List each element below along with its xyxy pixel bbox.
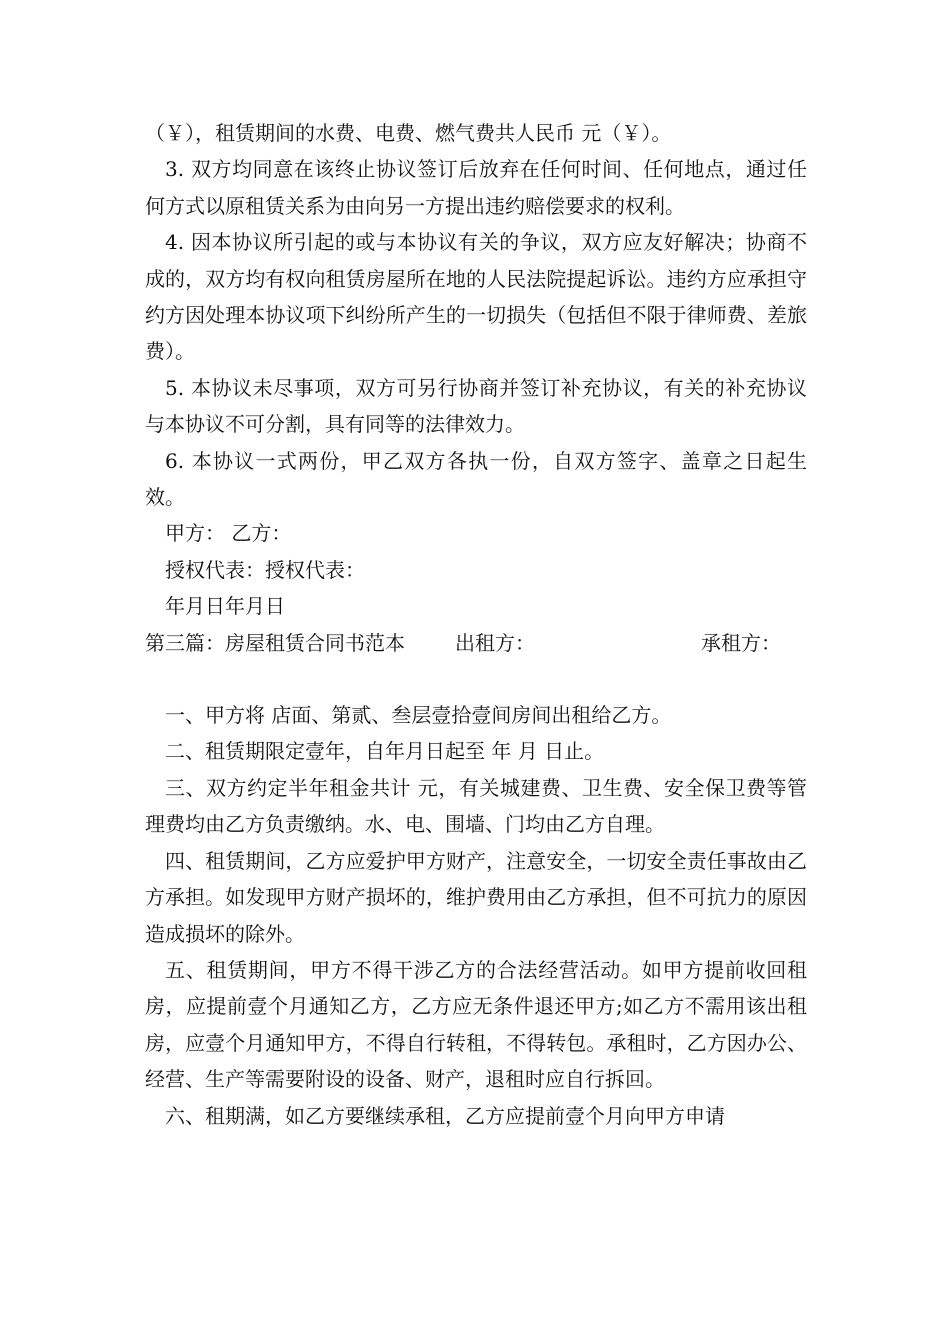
clause-5: 五、租赁期间，甲方不得干涉乙方的合法经营活动。如甲方提前收回租房，应提前壹个月通知乙方，乙方应无条件退还甲方;如乙方不需用该出租房，应壹个月通知甲方，不得自行转租，不得转包。承租时，乙方因办公、经营、生产等需要附设的设备、财产，退租时应自行拆回。: [145, 957, 807, 1092]
signature-dates: 年月日年月日: [165, 594, 285, 619]
paragraph-clause-4: 4. 因本协议所引起的或与本协议有关的争议，双方应友好解决；协商不成的，双方均有权向租赁房屋所在地的人民法院提起诉讼。违约方应承担守约方因处理本协议项下纠纷所产生的一切损失（包括但不限于律师费、差旅费）。: [145, 230, 807, 364]
paragraph-clause-3: 3. 双方均同意在该终止协议签订后放弃在任何时间、任何地点，通过任何方式以原租赁关系为由向另一方提出违约赔偿要求的权利。: [145, 157, 807, 218]
clause-1: 一、甲方将 店面、第贰、叁层壹拾壹间房间出租给乙方。: [165, 703, 672, 728]
document-body: [145, 115, 807, 1134]
blank-line: [145, 661, 807, 697]
clause-6: 六、租期满，如乙方要继续承租，乙方应提前壹个月向甲方申请: [165, 1103, 725, 1128]
clause-2: 二、租赁期限定壹年，自年月日起至 年 月 日止。: [165, 739, 605, 764]
clause-3: 三、双方约定半年租金共计 元，有关城建费、卫生费、安全保卫费等管理费均由乙方负责缴纳。水、电、围墙、门均由乙方自理。: [145, 775, 807, 837]
lessee-label: 承租方：: [701, 630, 781, 655]
part3-heading-row: [145, 625, 807, 661]
paragraph-clause-5: 5. 本协议未尽事项，双方可另行协商并签订补充协议，有关的补充协议与本协议不可分割，具有同等的法律效力。: [145, 375, 807, 437]
signature-representatives: 授权代表：授权代表：: [165, 557, 365, 582]
paragraph-fees-continued: （￥），租赁期间的水费、电费、燃气费共人民币 元（￥）。: [145, 121, 672, 145]
signature-parties: 甲方： 乙方：: [165, 521, 292, 546]
lessor-label: 出租方：: [455, 630, 535, 655]
clause-4: 四、租赁期间，乙方应爱护甲方财产，注意安全，一切安全责任事故由乙方承担。如发现甲方财产损坏的，维护费用由乙方承担，但不可抗力的原因造成损坏的除外。: [145, 848, 807, 946]
part3-title: 第三篇：房屋租赁合同书范本: [145, 630, 405, 655]
paragraph-clause-6: 6. 本协议一式两份，甲乙双方各执一份，自双方签字、盖章之日起生效。: [145, 448, 807, 510]
